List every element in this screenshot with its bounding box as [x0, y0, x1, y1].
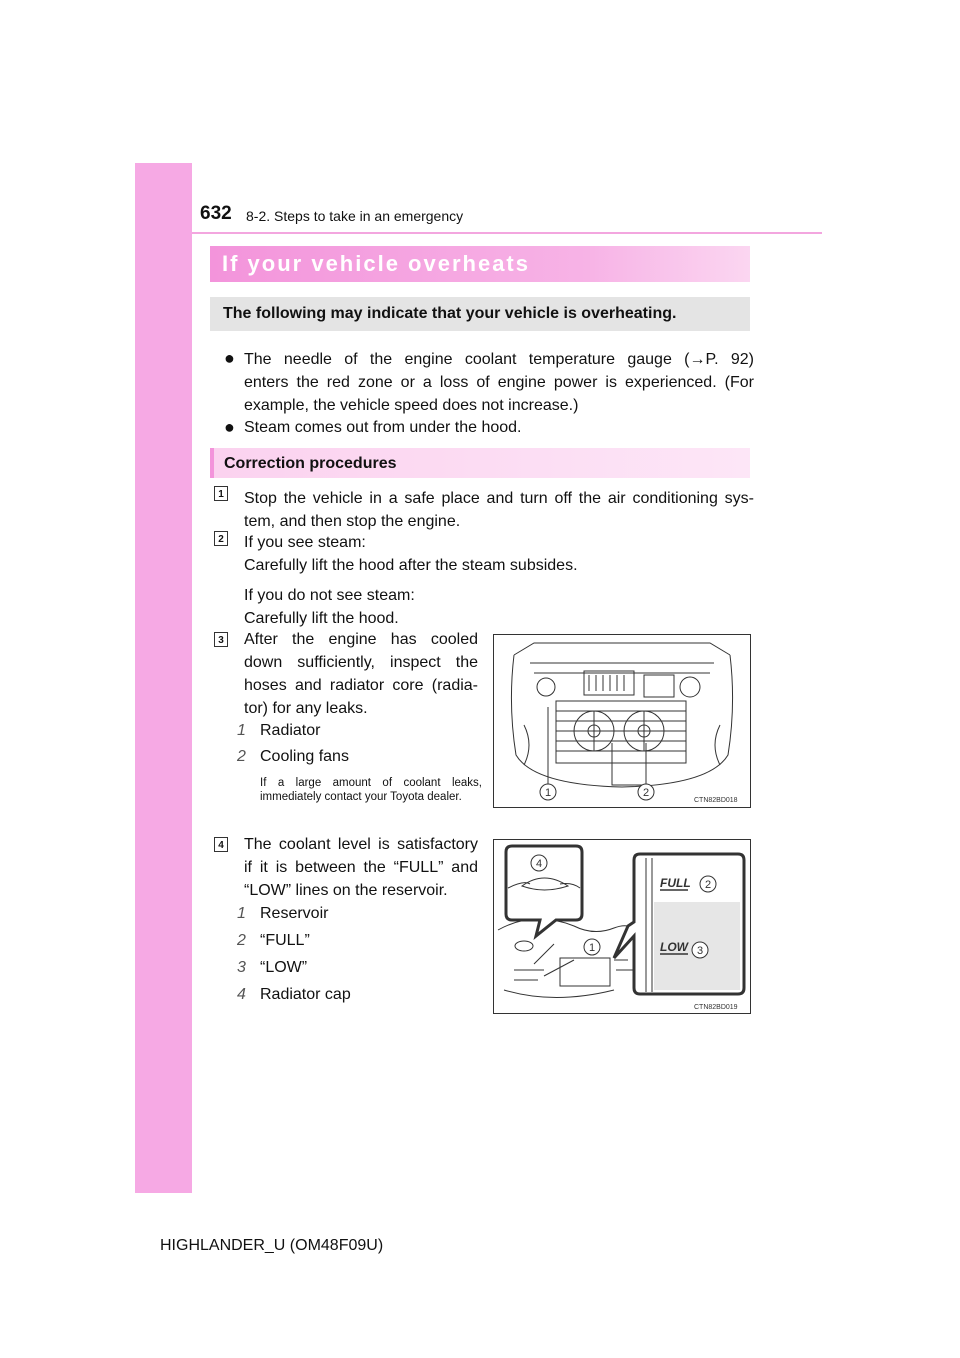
header-rule	[192, 232, 822, 234]
step-line: “LOW” lines on the reservoir.	[244, 882, 448, 899]
step-number-badge: 2	[214, 531, 228, 546]
step-line: tem, and then stop the engine.	[244, 513, 461, 530]
step-line: If you do not see steam:	[244, 587, 415, 604]
step-text	[244, 531, 578, 577]
step-number-badge: 1	[214, 486, 228, 501]
footer-model-code: HIGHLANDER_U (OM48F09U)	[160, 1237, 384, 1254]
indication-heading-bar	[210, 297, 750, 331]
item-label: Radiator	[260, 722, 321, 739]
bullet-line: The needle of the engine coolant temperature gauge (→P. 92)	[244, 351, 754, 368]
title-bar	[210, 246, 750, 282]
step-number-badge: 3	[214, 632, 228, 647]
bullet-icon: ●	[224, 348, 235, 368]
indication-heading: The following may indicate that your vehicle is overheating.	[223, 305, 677, 322]
step-line: down sufficiently, inspect the	[244, 654, 478, 671]
procedures-heading: Correction procedures	[224, 455, 397, 472]
step-text	[244, 487, 754, 533]
step-note: If a large amount of coolant leaks, immediately contact your Toyota dealer.	[260, 777, 482, 803]
section-breadcrumb: 8-2. Steps to take in an emergency	[246, 208, 464, 224]
step-line: Stop the vehicle in a safe place and turn off the air conditioning sys-	[244, 490, 754, 507]
item-marker: 1	[237, 722, 246, 739]
item-label: Cooling fans	[260, 748, 349, 765]
low-line-label: LOW	[660, 940, 688, 954]
item-marker: 4	[237, 986, 246, 1003]
page-number: 632	[200, 203, 232, 224]
bullet-line: Steam comes out from under the hood.	[244, 419, 522, 436]
bullet-line: enters the red zone or a loss of engine power is experienced. (For	[244, 374, 754, 391]
bullet-item	[244, 416, 521, 439]
step-text	[244, 628, 478, 720]
reservoir-figure	[493, 839, 751, 1014]
engine-bay-illustration	[494, 635, 750, 807]
item-label: “FULL”	[260, 932, 310, 949]
callout-label: 1	[588, 942, 596, 954]
figure-code: CTN82BD019	[694, 1004, 738, 1011]
bullet-item	[244, 348, 754, 417]
reservoir-illustration	[494, 840, 750, 1013]
callout-label: 2	[704, 879, 712, 891]
step-text	[244, 833, 478, 902]
item-label: Radiator cap	[260, 986, 351, 1003]
step-line: Carefully lift the hood.	[244, 610, 399, 627]
callout-label: 1	[544, 787, 552, 799]
callout-label: 4	[535, 858, 543, 870]
step-number-badge: 4	[214, 837, 228, 852]
item-marker: 2	[237, 932, 246, 949]
item-marker: 2	[237, 748, 246, 765]
step-line: if it is between the “FULL” and	[244, 859, 478, 876]
step-line: hoses and radiator core (radia-	[244, 677, 478, 694]
full-line-label: FULL	[660, 876, 691, 890]
step-line: Carefully lift the hood after the steam subsides.	[244, 557, 578, 574]
step-line: tor) for any leaks.	[244, 700, 368, 717]
item-label: Reservoir	[260, 905, 329, 922]
side-color-band	[135, 163, 192, 1193]
bullet-line: example, the vehicle speed does not increase.)	[244, 397, 579, 414]
step-text	[244, 584, 415, 630]
item-marker: 1	[237, 905, 246, 922]
step-line: The coolant level is satisfactory	[244, 836, 478, 853]
procedures-heading-bar	[210, 448, 750, 478]
item-marker: 3	[237, 959, 246, 976]
level-detail-bubble	[614, 854, 744, 994]
cap-detail-bubble	[506, 846, 582, 936]
item-label: “LOW”	[260, 959, 308, 976]
callout-label: 2	[642, 787, 650, 799]
page-title: If your vehicle overheats	[222, 251, 530, 276]
bullet-icon: ●	[224, 417, 235, 437]
step-line: If you see steam:	[244, 534, 366, 551]
step-line: After the engine has cooled	[244, 631, 478, 648]
figure-code: CTN82BD018	[694, 797, 738, 804]
engine-bay-figure	[493, 634, 751, 808]
callout-label: 3	[696, 945, 704, 957]
